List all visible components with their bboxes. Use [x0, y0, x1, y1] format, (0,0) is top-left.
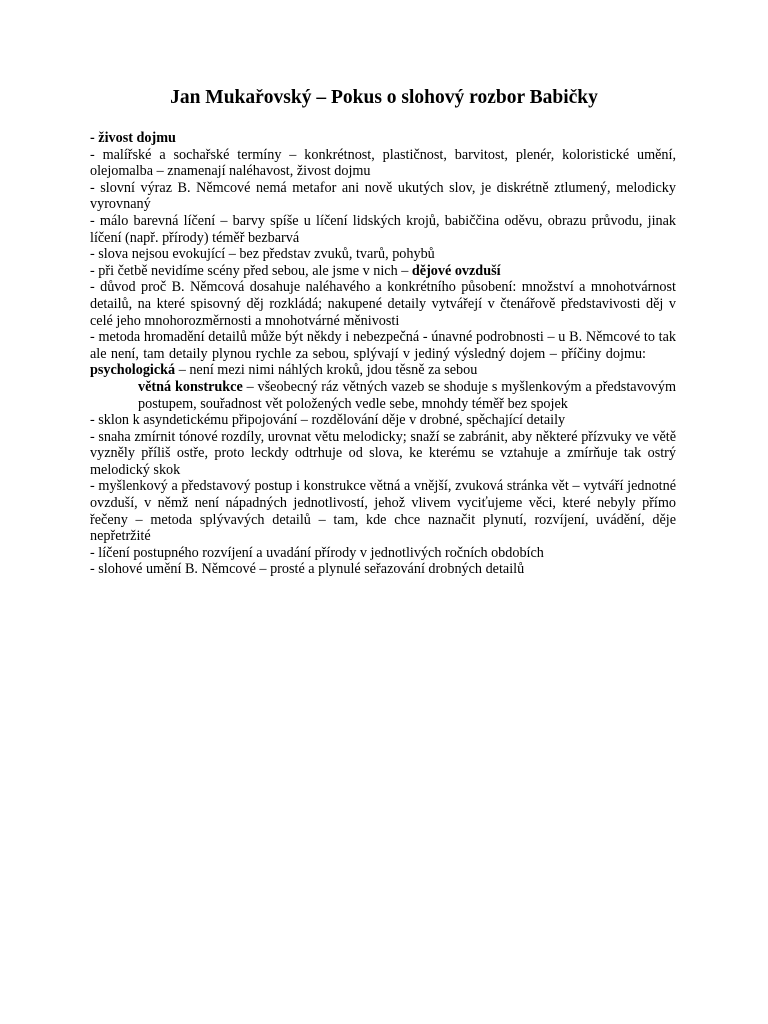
paragraph-12: - myšlenkový a představový postup i konstrukce větná a vnější, zvuková stránka vět – vytváří jednotné ovzduší, v němž není nápadných jednotlivostí, jehož vlivem vyciťujeme věci, které nebyly přímo řečeny – metoda splývavých detailů – tam, kde chce naznačit plynutí, rozvíjení, uvádění, děje nepřetržité: [90, 478, 676, 545]
document-body: [90, 130, 676, 578]
paragraph-4: - málo barevná líčení – barvy spíše u líčení lidských krojů, babiččina oděvu, obrazu průvodu, jinak líčení (např. přírody) téměř bezbarvá: [90, 212, 676, 246]
page-title: Jan Mukařovský – Pokus o slohový rozbor Babičky: [170, 87, 598, 108]
paragraph-14: - slohové umění B. Němcové – prosté a plynulé seřazování drobných detailů: [90, 561, 525, 578]
heading-lead: -: [90, 130, 99, 146]
paragraph-10: - sklon k asyndetickému připojování – rozdělování děje v drobné, spěchající detaily: [90, 412, 566, 429]
term-psychologicka: psychologická: [90, 362, 176, 379]
heading-zivost-dojmu: živost dojmu: [98, 130, 176, 146]
paragraph-5: - slova nejsou evokující – bez představ zvuků, tvarů, pohybů: [90, 246, 435, 263]
term-vetna-konstrukce: větná konstrukce: [138, 378, 243, 395]
paragraph-2: - malířské a sochařské termíny – konkrétnost, plastičnost, barvitost, plenér, koloristické umění, olejomalba – znamenají naléhavost, živost dojmu: [90, 146, 676, 180]
paragraph-8: [90, 329, 676, 379]
paragraph-6-text: - při četbě nevidíme scény před sebou, ale jsme v nich –: [90, 262, 412, 279]
paragraph-8-text: - metoda hromadění detailů může být někdy i nebezpečná - únavné podrobnosti – u B. Němcové to tak ale není, tam detaily plynou rychle za sebou, splývají v jediný výsledný dojem – příčiny dojmu:: [90, 329, 676, 362]
paragraph-9-rest: – všeobecný ráz větných vazeb se shoduje s myšlenkovým a představovým postupem, souřadnost vět položených vedle sebe, mnohdy téměř bez spojek: [138, 378, 676, 412]
paragraph-7: - důvod proč B. Němcová dosahuje naléhavého a konkrétního působení: množství a mnohotvárnost detailů, na které spisovný děj rozkládá; nakupené detaily vytvářejí v čtenářově představivosti děj v celé jeho mnohorozměrnosti a mnohotvárné měnivosti: [90, 279, 676, 329]
paragraph-11: - snaha zmírnit tónové rozdíly, urovnat větu melodicky; snaží se zabránit, aby některé přízvuky ve větě vyzněly příliš ostře, proto leckdy odtrhuje od slova, ke kterému se vztahuje a zmírňuje tak ostrý melodický skok: [90, 428, 676, 478]
paragraph-3: - slovní výraz B. Němcové nemá metafor ani nově ukutých slov, je diskrétně ztlumený, melodicky vyrovnaný: [90, 179, 676, 213]
paragraph-13: - líčení postupného rozvíjení a uvadání přírody v jednotlivých ročních obdobích: [90, 544, 544, 561]
paragraph-1: [90, 130, 676, 147]
paragraph-6: [90, 263, 676, 280]
paragraph-8-rest: – není mezi nimi náhlých kroků, jdou těsně za sebou: [175, 362, 478, 379]
term-dejove-ovzdusi: dějové ovzduší: [411, 262, 501, 279]
paragraph-9: [90, 379, 676, 412]
